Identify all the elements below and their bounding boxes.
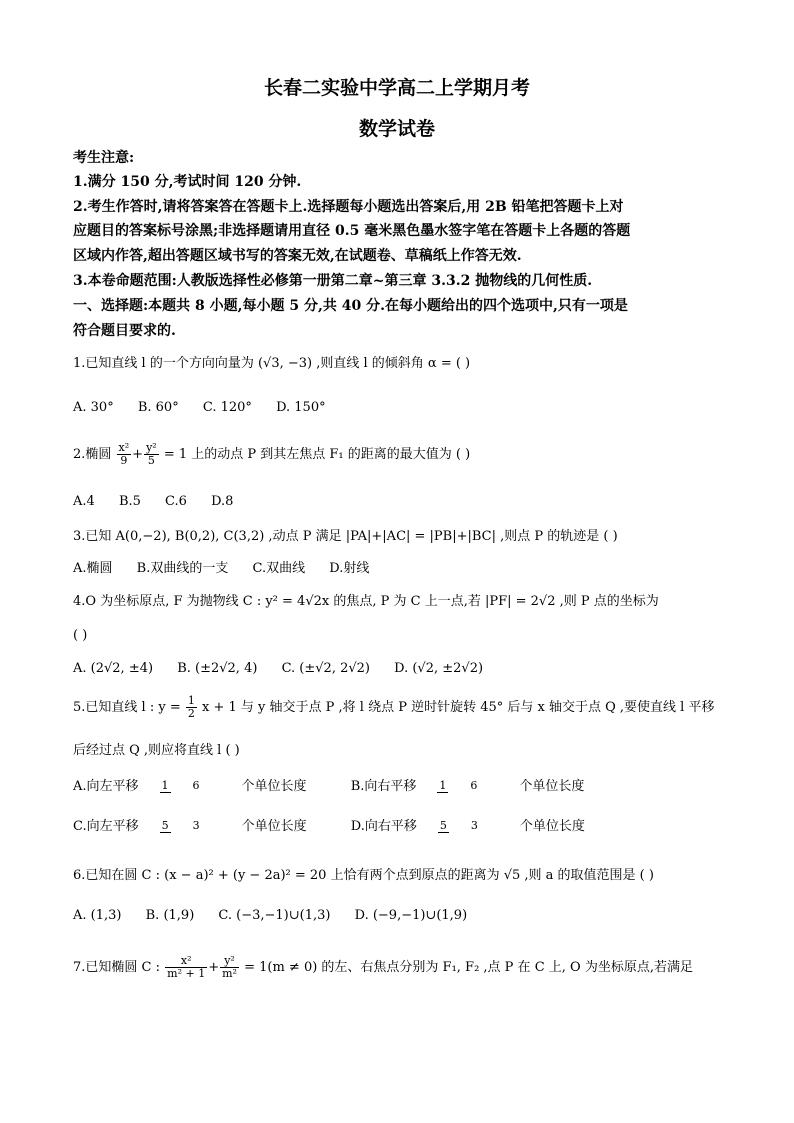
q1-option-d: D. 150° bbox=[276, 400, 326, 415]
note-2-line-2: 应题目的答案标号涂黑;非选择题请用直径 0.5 毫米黑色墨水签字笔在答题卡上各题的答题 bbox=[73, 223, 631, 239]
q6-option-b: B. (1,9) bbox=[145, 908, 195, 923]
question-2: 2.椭圆 $\frac{\text{x²}}{9}$ + $\frac{\text{y²}}{5}$ = 1 上的动点 P 到其左焦点 F₁ 的距离的最大值为 ( ) bbox=[73, 441, 471, 467]
question-5-options-ab bbox=[73, 778, 733, 796]
q2-fraction-y: $\frac{\text{y²}}{5}$ bbox=[146, 441, 157, 467]
exam-title: 长春二实验中学高二上学期月考 bbox=[263, 77, 530, 99]
note-2-line-3: 区域内作答,超出答题区域书写的答案无效,在试题卷、草稿纸上作答无效. bbox=[73, 248, 522, 264]
notes-heading: 考生注意: bbox=[73, 150, 135, 166]
question-5-line-2: 后经过点 Q ,则应将直线 l ( ) bbox=[73, 743, 240, 758]
q6-option-c: C. (−3,−1)∪(1,3) bbox=[218, 908, 331, 923]
q4-option-a: A. (2√2, ±4) bbox=[73, 661, 154, 676]
question-4-line-2: ( ) bbox=[73, 628, 88, 643]
q3-option-d: D.射线 bbox=[329, 561, 370, 576]
q4-option-b: B. (±2√2, 4) bbox=[177, 661, 258, 676]
q7-fraction-y: $\frac{\text{y²}}{\text{m²}}$ bbox=[222, 954, 237, 980]
question-1: 1.已知直线 l 的一个方向向量为 (√3, −3) ,则直线 l 的倾斜角 α = ( ) bbox=[73, 356, 471, 371]
q5-pre: 5.已知直线 l : y = bbox=[73, 700, 181, 715]
question-4-options bbox=[73, 660, 733, 678]
q6-option-a: A. (1,3) bbox=[73, 908, 122, 923]
q5-option-b: B.向右平移 1 6 个单位长度 bbox=[350, 779, 585, 794]
question-4-line-1: 4.O 为坐标原点, F 为抛物线 C : y² = 4√2x 的焦点, P 为 C 上一点,若 |PF| = 2√2 ,则 P 点的坐标为 bbox=[73, 594, 659, 609]
q7-pre: 7.已知椭圆 C : bbox=[73, 960, 160, 975]
question-3: 3.已知 A(0,−2), B(0,2), C(3,2) ,动点 P 满足 |PA|+|AC| = |PB|+|BC| ,则点 P 的轨迹是 ( ) bbox=[73, 529, 618, 544]
q2-fraction-x: $\frac{\text{x²}}{9}$ bbox=[118, 441, 130, 467]
q6-option-d: D. (−9,−1)∪(1,9) bbox=[354, 908, 468, 923]
q4-option-d: D. (√2, ±2√2) bbox=[394, 661, 484, 676]
section-1-heading-line-1: 一、选择题:本题共 8 小题,每小题 5 分,共 40 分.在每小题给出的四个选项中,只有一项是 bbox=[73, 298, 628, 314]
question-2-options bbox=[73, 493, 733, 511]
q7-fraction-x: $\frac{\text{x²}}{\text{m² + 1}}$ bbox=[167, 954, 206, 980]
q2-option-d: D.8 bbox=[211, 494, 234, 509]
note-3: 3.本卷命题范围:人教版选择性必修第一册第二章~第三章 3.3.2 抛物线的几何性质. bbox=[73, 273, 593, 289]
question-7: 7.已知椭圆 C : $\frac{\text{x²}}{\text{m² + 1}}$ + $\frac{\text{y²}}{\text{m²}}$ = 1(m ≠ 0) 的左、右焦点分别为 F₁, F₂ ,点 P 在 C 上, O 为坐标原点,若满足 bbox=[73, 954, 693, 980]
q1-option-b: B. 60° bbox=[137, 400, 179, 415]
question-1-options bbox=[73, 399, 733, 417]
q3-option-b: B.双曲线的一支 bbox=[136, 561, 229, 576]
q5-option-c: C.向左平移 5 3 个单位长度 bbox=[73, 819, 307, 834]
question-6: 6.已知在圆 C : (x − a)² + (y − 2a)² = 20 上恰有两个点到原点的距离为 √5 ,则 a 的取值范围是 ( ) bbox=[73, 868, 654, 883]
q5-option-d: D.向右平移 5 3 个单位长度 bbox=[350, 819, 585, 834]
q2-option-a: A.4 bbox=[73, 494, 95, 509]
exam-subtitle: 数学试卷 bbox=[358, 118, 435, 140]
question-6-options bbox=[73, 907, 733, 925]
q4-option-c: C. (±√2, 2√2) bbox=[281, 661, 370, 676]
section-1-heading-line-2: 符合题目要求的. bbox=[73, 323, 176, 339]
question-3-options bbox=[73, 560, 733, 578]
q2-post: = 1 上的动点 P 到其左焦点 F₁ 的距离的最大值为 ( ) bbox=[163, 447, 471, 462]
q2-pre: 2.椭圆 bbox=[73, 447, 112, 462]
q5-option-a: A.向左平移 1 6 个单位长度 bbox=[73, 779, 307, 794]
q2-option-c: C.6 bbox=[165, 494, 187, 509]
q1-option-c: C. 120° bbox=[202, 400, 252, 415]
q5-post: x + 1 与 y 轴交于点 P ,将 l 绕点 P 逆时针旋转 45° 后与 x 轴交于点 Q ,要使直线 l 平移 bbox=[202, 700, 715, 715]
q1-option-a: A. 30° bbox=[73, 400, 114, 415]
question-5-line-1 bbox=[73, 695, 733, 720]
note-1: 1.满分 150 分,考试时间 120 分钟. bbox=[73, 174, 302, 190]
q3-option-a: A.椭圆 bbox=[73, 561, 113, 576]
note-2-line-1: 2.考生作答时,请将答案答在答题卡上.选择题每小题选出答案后,用 2B 铅笔把答题卡上对 bbox=[73, 199, 624, 215]
q2-option-b: B.5 bbox=[118, 494, 141, 509]
q5-fraction: $\frac{1}{2}$ bbox=[187, 694, 195, 720]
q3-option-c: C.双曲线 bbox=[252, 561, 306, 576]
q7-post: = 1(m ≠ 0) 的左、右焦点分别为 F₁, F₂ ,点 P 在 C 上, O 为坐标原点,若满足 bbox=[244, 960, 693, 975]
question-5-options-cd bbox=[73, 818, 733, 836]
